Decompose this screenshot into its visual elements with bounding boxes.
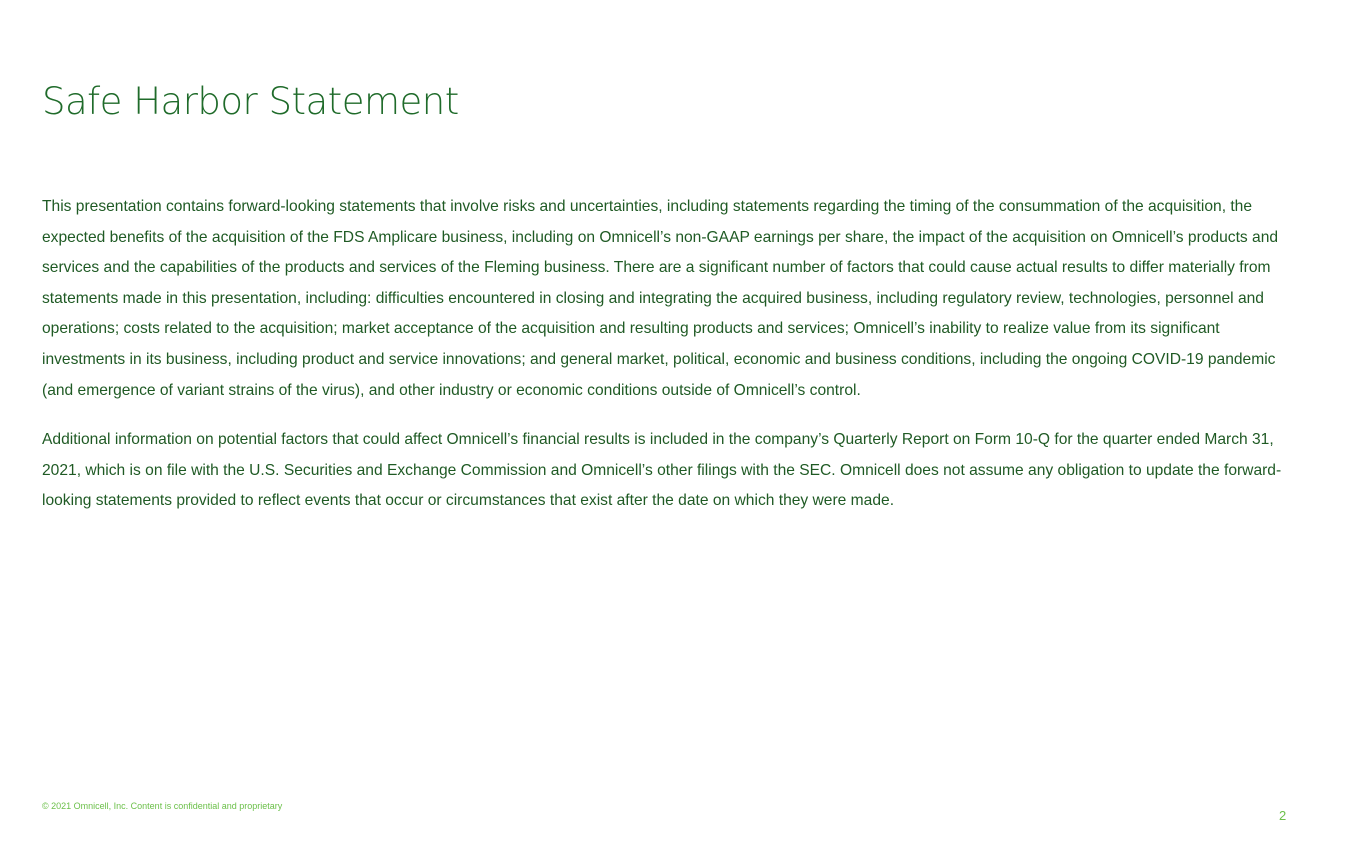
safe-harbor-body (42, 192, 1304, 536)
body-paragraph: This presentation contains forward-looking statements that involve risks and uncertainties, including statements regarding the timing of the consummation of the acquisition, the expected benefits of the acquisition of the FDS Amplicare business, including on Omnicell’s non-GAAP earnings per share, the impact of the acquisition on Omnicell’s products and services and the capabilities of the products and services of the Fleming business. There are a significant number of factors that could cause actual results to differ materially from statements made in this presentation, including: difficulties encountered in closing and integrating the acquired business, including regulatory review, technologies, personnel and operations; costs related to the acquisition; market acceptance of the acquisition and resulting products and services; Omnicell’s inability to realize value from its significant investments in its business, including product and service innovations; and general market, political, economic and business conditions, including the ongoing COVID-19 pandemic (and emergence of variant strains of the virus), and other industry or economic conditions outside of Omnicell’s control. (42, 198, 1279, 399)
body-paragraph: Additional information on potential factors that could affect Omnicell’s financial results is included in the company’s Quarterly Report on Form 10-Q for the quarter ended March 31, 2021, which is on file with the U.S. Securities and Exchange Commission and Omnicell’s other filings with the SEC. Omnicell does not assume any obligation to update the forward-looking statements provided to reflect events that occur or circumstances that exist after the date on which they were made. (42, 431, 1282, 510)
page-number: 2 (1279, 808, 1287, 823)
footer-copyright: © 2021 Omnicell, Inc. Content is confidential and proprietary (42, 801, 283, 811)
slide-title: Safe Harbor Statement (42, 80, 459, 123)
